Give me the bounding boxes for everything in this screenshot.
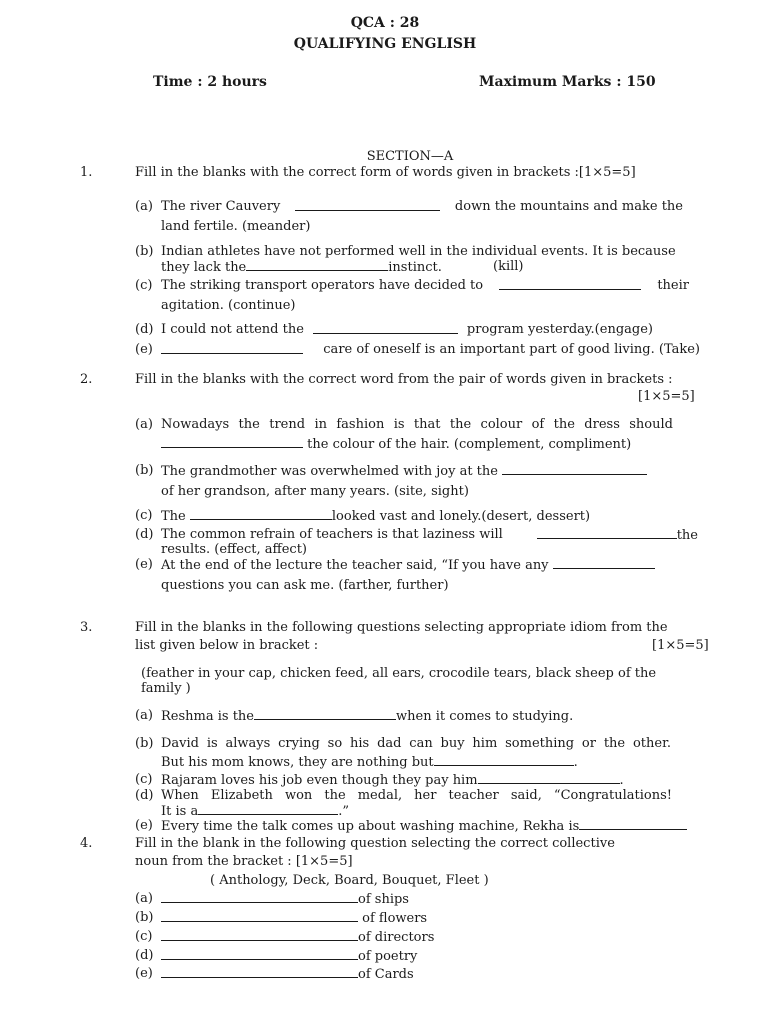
item-text: the [676,528,698,543]
answer-blank[interactable] [198,803,338,815]
item-text: The striking transport operators have decided to [161,278,484,293]
question-instruction: list given below in bracket : [135,638,319,653]
idiom-options: family ) [141,681,191,696]
question-instruction: Fill in the blank in the following question selecting the correct collective [135,836,615,851]
item-text: of Cards [358,967,414,982]
item-line [161,322,653,337]
item-label: (c) [135,508,153,523]
item-label: (a) [135,708,153,723]
maximum-marks: Maximum Marks : 150 [479,74,656,90]
item-line [161,508,590,524]
item-line [161,818,687,834]
question-number: 2. [80,372,93,387]
item-line [161,527,698,543]
item-label: (c) [135,772,153,787]
item-text: looked vast and lonely.(desert, dessert) [331,509,591,524]
item-text: care of oneself is an important part of good living. (Take) [323,342,700,357]
item-text: of directors [358,930,435,945]
paper-code: QCA : 28 [350,15,420,31]
item-label: (a) [135,199,153,214]
item-text: program yesterday.(engage) [466,322,653,337]
item-label: (b) [135,463,154,478]
item-text: of her grandson, after many years. (site, sight) [161,484,469,499]
item-line [161,754,578,770]
item-text: Reshma is the [161,709,254,724]
answer-blank[interactable] [313,322,458,334]
item-label: (d) [135,527,154,542]
item-text: agitation. (continue) [161,298,296,313]
item-line [161,342,700,357]
answer-blank[interactable] [246,259,388,271]
section-title: SECTION—A [366,149,454,164]
question-instruction: noun from the bracket : [1×5=5] [135,854,353,869]
answer-blank[interactable] [502,463,647,475]
item-text: . [619,773,624,788]
item-line [161,803,349,819]
answer-blank[interactable] [499,278,641,290]
item-label: (d) [135,322,154,337]
item-text: results. (effect, affect) [161,542,307,557]
item-label: (d) [135,788,154,803]
item-label: (b) [135,244,154,259]
item-text: .” [338,804,349,819]
question-instruction: Fill in the blanks in the following questions selecting appropriate idiom from the [135,620,668,635]
item-text: It is a [161,804,199,819]
item-text: when it comes to studying. [396,709,574,724]
answer-blank[interactable] [161,342,303,354]
item-text: land fertile. (meander) [161,219,311,234]
answer-blank[interactable] [553,557,655,569]
item-text: David is always crying so his dad can buy him something or the other. [161,736,671,751]
item-line [161,966,414,982]
item-line [161,199,683,214]
answer-blank[interactable] [161,891,358,903]
item-text: But his mom knows, they are nothing but [161,755,434,770]
item-text: The [161,509,186,524]
question-marks: [1×5=5] [652,638,709,653]
item-text: of poetry [358,949,418,964]
item-line [161,948,417,964]
item-line [161,463,647,479]
item-text: Indian athletes have not performed well in the individual events. It is because [161,244,676,259]
question-number: 4. [80,836,93,851]
item-text: of flowers [358,911,428,926]
item-line [161,910,427,926]
answer-blank[interactable] [295,199,440,211]
item-text: down the mountains and make the [454,199,683,214]
item-text: of ships [358,892,409,907]
item-line [161,557,655,573]
item-text: their [657,278,689,293]
item-hint: (kill) [493,259,524,274]
item-text: the colour of the hair. (complement, compliment) [307,437,632,452]
item-label: (e) [135,342,153,357]
item-label: (e) [135,966,153,981]
question-marks: [1×5=5] [638,389,695,404]
answer-blank[interactable] [161,929,358,941]
question-number: 3. [80,620,93,635]
item-text: The common refrain of teachers is that laziness will [161,527,503,542]
item-text: they lack the [161,260,247,275]
item-label: (b) [135,910,154,925]
item-text: Every time the talk comes up about washing machine, Rekha is [161,819,580,834]
item-line [161,929,434,945]
item-line [161,772,624,788]
item-line [161,278,689,293]
collective-noun-options: ( Anthology, Deck, Board, Bouquet, Fleet ) [210,873,489,888]
answer-blank[interactable] [190,508,332,520]
question-instruction: Fill in the blanks with the correct word from the pair of words given in brackets : [135,372,673,387]
item-text: The grandmother was overwhelmed with joy at the [161,464,498,479]
item-text: . [573,755,578,770]
answer-blank[interactable] [161,948,358,960]
item-text: I could not attend the [161,322,304,337]
item-line [161,436,631,452]
item-text: questions you can ask me. (farther, further) [161,578,449,593]
item-text: At the end of the lecture the teacher said, “If you have any [161,558,549,573]
item-label: (a) [135,891,153,906]
exam-time: Time : 2 hours [153,74,267,90]
item-text: Rajaram loves his job even though they pay him [161,773,478,788]
question-instruction: Fill in the blanks with the correct form of words given in brackets :[1×5=5] [135,165,636,180]
answer-blank[interactable] [161,966,358,978]
answer-blank[interactable] [434,754,574,766]
item-line [161,891,409,907]
idiom-options: (feather in your cap, chicken feed, all ears, crocodile tears, black sheep of the [141,666,657,681]
item-text: When Elizabeth won the medal, her teacher said, “Congratulations! [161,788,672,803]
item-label: (d) [135,948,154,963]
item-text: The river Cauvery [161,199,281,214]
answer-blank[interactable] [579,818,687,830]
answer-blank[interactable] [161,910,358,922]
answer-blank[interactable] [161,436,303,448]
item-line [161,708,573,724]
paper-subject: QUALIFYING ENGLISH [293,36,477,52]
question-number: 1. [80,165,93,180]
item-label: (b) [135,736,154,751]
item-label: (c) [135,929,153,944]
item-label: (e) [135,557,153,572]
item-line [161,259,442,275]
item-label: (c) [135,278,153,293]
item-text: Nowadays the trend in fashion is that the colour of the dress should [161,417,673,432]
answer-blank[interactable] [537,527,677,539]
item-label: (e) [135,818,153,833]
item-text: instinct. [388,260,442,275]
answer-blank[interactable] [254,708,396,720]
item-label: (a) [135,417,153,432]
answer-blank[interactable] [478,772,620,784]
